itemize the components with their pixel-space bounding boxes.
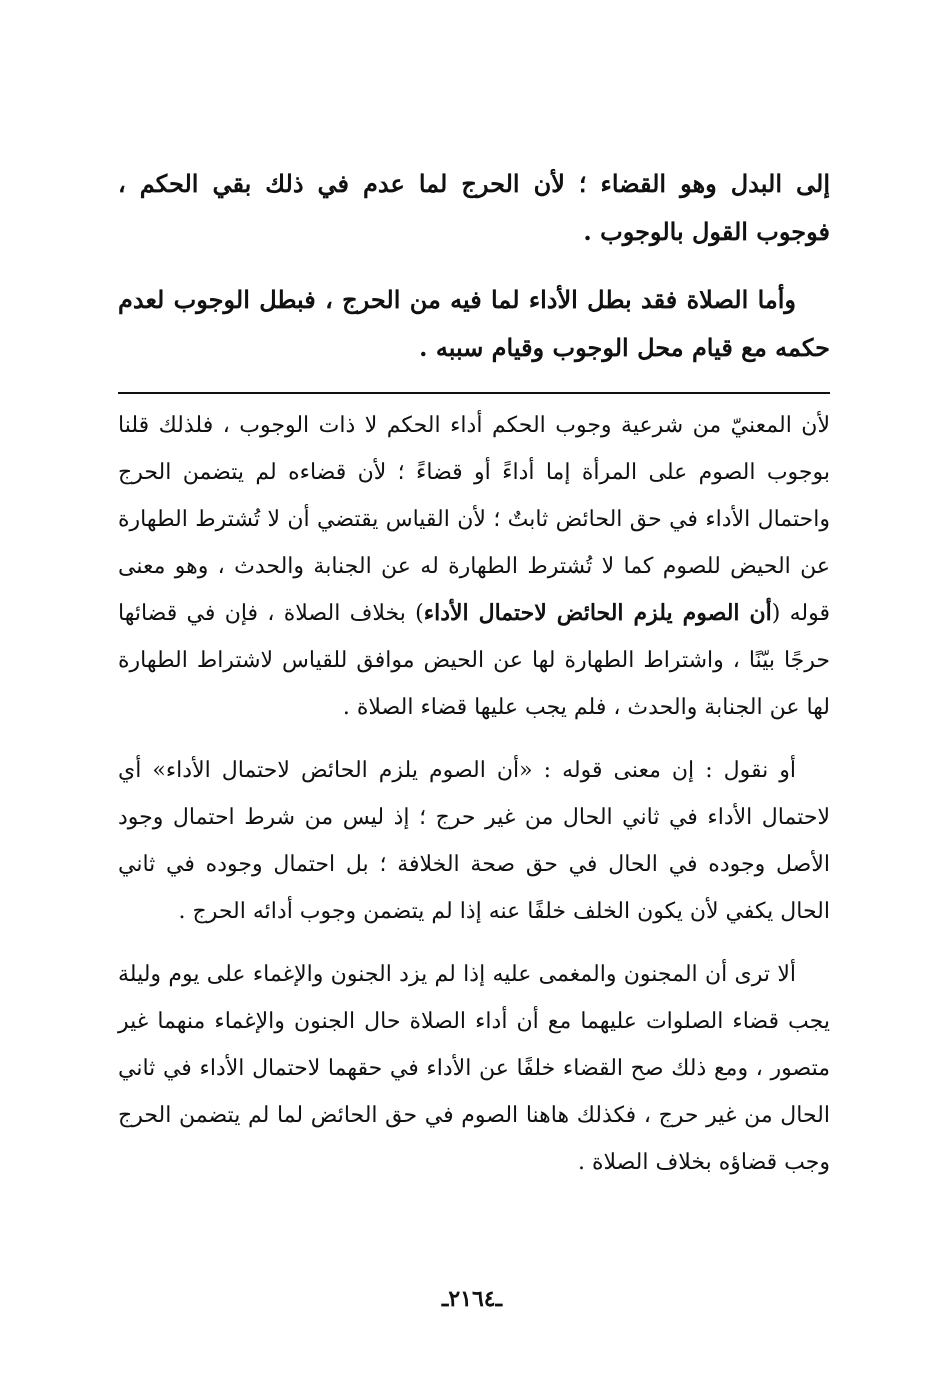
main-text	[118, 160, 830, 372]
footnote-paragraph-1-start: لأن المعنيّ من شرعية وجوب الحكم أداء الحكم لا ذات الوجوب ، فلذلك قلنا بوجوب الصوم على المرأة إما أداءً أو قضاءً ؛ لأن قضاءه لم يتضمن الحرج واحتمال الأداء في حق الحائض ثابتٌ ؛ لأن القياس يقتضي أن لا تُشترط الطهارة عن الحيض للصوم كما لا تُشترط الطهارة له عن الجنابة والحدث ، وهو معنى قوله (	[118, 413, 830, 626]
page-body	[118, 160, 830, 1202]
page-number: ـ٢١٦٤ـ	[441, 1286, 503, 1312]
footnote-paragraph-3: ألا ترى أن المجنون والمغمى عليه إذا لم يزد الجنون والإغماء على يوم وليلة يجب قضاء الصلوات عليهما مع أن أداء الصلاة حال الجنون والإغماء منهما غير متصور ، ومع ذلك صح القضاء خلفًا عن الأداء في حقهما لاحتمال الأداء في ثاني الحال من غير حرج ، فكذلك هاهنا الصوم في حق الحائض لما لم يتضمن الحرج وجب قضاؤه بخلاف الصلاة .	[118, 962, 830, 1175]
footnote-paragraph-1-end: ) بخلاف الصلاة ، فإن في قضائها حرجًا بيّنًا ، واشتراط الطهارة لها عن الحيض موافق للقياس لاشتراط الطهارة لها عن الجنابة والحدث ، فلم يجب عليها قضاء الصلاة .	[118, 601, 830, 720]
footnote-quote-bold: أن الصوم يلزم الحائض لاحتمال الأداء	[423, 600, 772, 626]
main-paragraph-1: إلى البدل وهو القضاء ؛ لأن الحرج لما عدم في ذلك بقي الحكم ، فوجوب القول بالوجوب .	[118, 169, 830, 246]
footnote-paragraph-1	[118, 402, 830, 731]
footnotes	[118, 402, 830, 1186]
main-paragraph-2: وأما الصلاة فقد بطل الأداء لما فيه من الحرج ، فبطل الوجوب لعدم حكمه مع قيام محل الوجوب وقيام سببه .	[118, 285, 830, 362]
footnote-separator	[118, 392, 830, 394]
footnote-paragraph-2: أو نقول : إن معنى قوله : «أن الصوم يلزم الحائض لاحتمال الأداء» أي لاحتمال الأداء في ثاني الحال من غير حرج ؛ إذ ليس من شرط احتمال وجود الأصل وجوده في الحال في حق صحة الخلافة ؛ بل احتمال وجوده في ثاني الحال يكفي لأن يكون الخلف خلفًا عنه إذا لم يتضمن وجوب أدائه الحرج .	[118, 758, 830, 924]
